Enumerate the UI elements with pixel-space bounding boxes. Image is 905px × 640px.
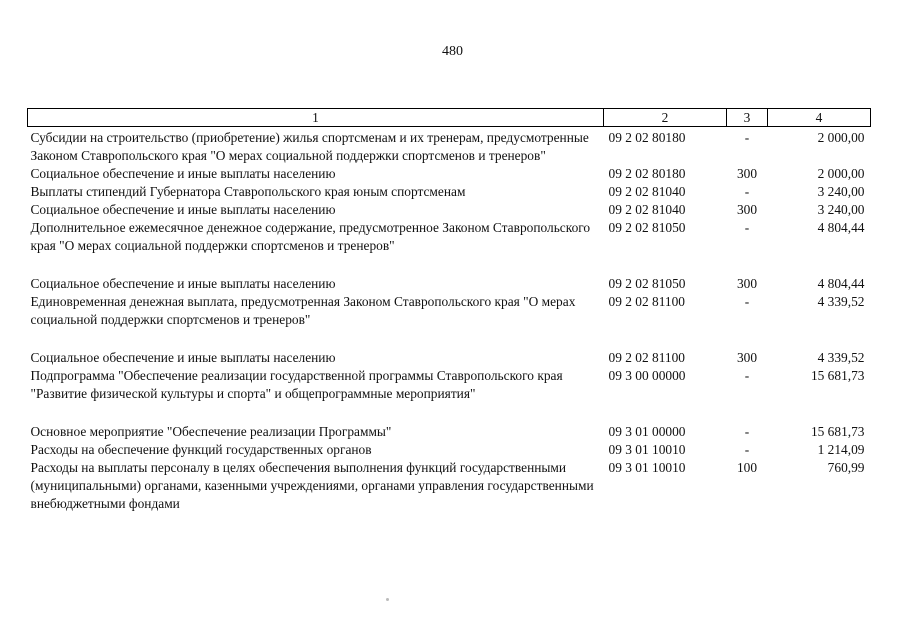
row-amount: 760,99	[827, 460, 865, 475]
table-row	[28, 165, 871, 183]
row-amount: 15 681,73	[810, 368, 865, 383]
table-row	[28, 183, 871, 201]
row-amount: 3 240,00	[817, 184, 865, 199]
row-kvr: 300	[736, 202, 758, 217]
budget-table	[27, 108, 871, 513]
header-col-4: 4	[768, 109, 871, 127]
row-name: Социальное обеспечение и иные выплаты населению	[30, 350, 336, 365]
row-kvr: -	[744, 220, 750, 235]
row-code: 09 3 01 00000	[608, 424, 686, 439]
table-body	[28, 127, 871, 514]
row-kvr: -	[744, 130, 750, 145]
table-header	[28, 109, 871, 127]
table-row	[28, 201, 871, 219]
row-name: Расходы на обеспечение функций государственных органов	[30, 442, 372, 457]
row-name: Социальное обеспечение и иные выплаты населению	[30, 166, 336, 181]
row-amount: 4 804,44	[817, 276, 865, 291]
row-name: Основное мероприятие "Обеспечение реализации Программы"	[30, 424, 392, 439]
table-row	[28, 459, 871, 513]
row-code: 09 2 02 81050	[608, 276, 686, 291]
table-row	[28, 275, 871, 293]
row-kvr: -	[744, 424, 750, 439]
row-name: Социальное обеспечение и иные выплаты населению	[30, 202, 336, 217]
row-name: Дополнительное ежемесячное денежное содержание, предусмотренное Законом Ставропольского края "О мерах социальной поддержки спортсменов и тренеров"	[30, 220, 591, 253]
header-row	[28, 109, 871, 127]
row-amount: 2 000,00	[817, 130, 865, 145]
row-code: 09 2 02 80180	[608, 130, 686, 145]
row-code: 09 2 02 80180	[608, 166, 686, 181]
row-kvr: 300	[736, 350, 758, 365]
row-amount: 1 214,09	[817, 442, 865, 457]
page-number: 480	[442, 44, 463, 59]
header-col-2: 2	[604, 109, 727, 127]
row-code: 09 2 02 81100	[608, 294, 685, 309]
row-kvr: -	[744, 368, 750, 383]
row-name: Выплаты стипендий Губернатора Ставропольского края юным спортсменам	[30, 184, 466, 199]
row-kvr: 300	[736, 276, 758, 291]
row-name: Единовременная денежная выплата, предусмотренная Законом Ставропольского края "О мерах социальной поддержки спортсменов и тренеров"	[30, 294, 576, 327]
row-code: 09 3 01 10010	[608, 442, 686, 457]
row-code: 09 2 02 81100	[608, 350, 685, 365]
table-row	[28, 423, 871, 441]
row-name: Субсидии на строительство (приобретение) жилья спортсменам и их тренерам, предусмотренные Законом Ставропольского края "О мерах социальной поддержки спортсменов и тренеров"	[30, 130, 589, 163]
row-amount: 3 240,00	[817, 202, 865, 217]
table-row	[28, 127, 871, 166]
row-kvr: 100	[736, 460, 758, 475]
row-amount: 4 804,44	[817, 220, 865, 235]
row-amount: 2 000,00	[817, 166, 865, 181]
row-kvr: -	[744, 294, 750, 309]
table-row	[28, 367, 871, 423]
table-row	[28, 349, 871, 367]
row-kvr: 300	[736, 166, 758, 181]
header-col-3: 3	[727, 109, 768, 127]
scan-dot	[386, 598, 389, 601]
row-amount: 4 339,52	[817, 350, 865, 365]
row-kvr: -	[744, 184, 750, 199]
table-row	[28, 441, 871, 459]
table-row	[28, 293, 871, 349]
row-name: Социальное обеспечение и иные выплаты населению	[30, 276, 336, 291]
row-code: 09 3 01 10010	[608, 460, 686, 475]
row-code: 09 2 02 81040	[608, 184, 686, 199]
row-name: Расходы на выплаты персоналу в целях обеспечения выполнения функций государственными (муниципальными) органами, казенными учреждениями, органами управления государственными внебюджетными фондами	[30, 460, 594, 511]
row-code: 09 2 02 81040	[608, 202, 686, 217]
row-kvr: -	[744, 442, 750, 457]
row-code: 09 3 00 00000	[608, 368, 686, 383]
header-col-1: 1	[28, 109, 604, 127]
row-amount: 4 339,52	[817, 294, 865, 309]
row-code: 09 2 02 81050	[608, 220, 686, 235]
row-amount: 15 681,73	[810, 424, 865, 439]
table-row	[28, 219, 871, 275]
row-name: Подпрограмма "Обеспечение реализации государственной программы Ставропольского края "Развитие физической культуры и спорта" и общепрограммные мероприятия"	[30, 368, 563, 401]
